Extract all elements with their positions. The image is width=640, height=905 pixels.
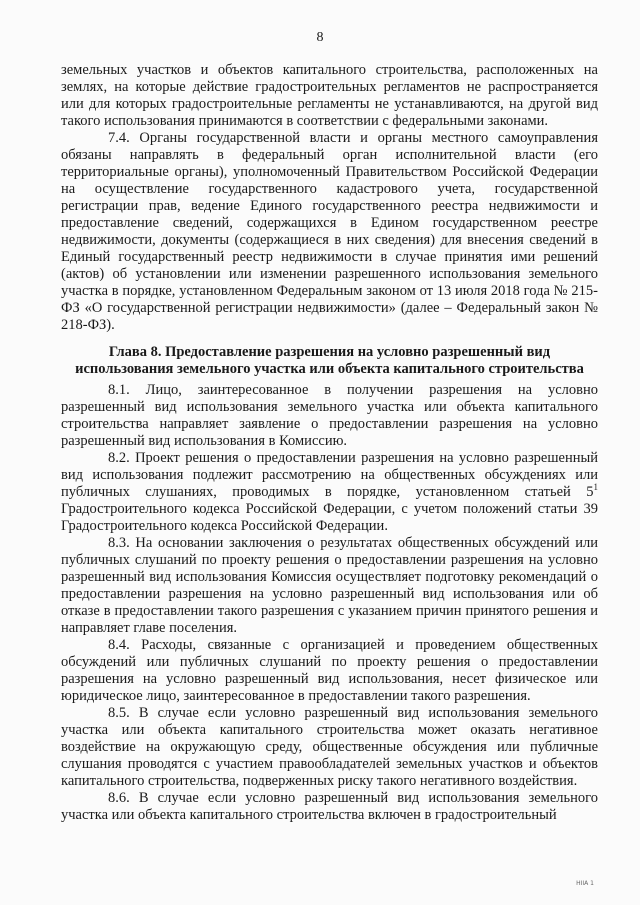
paragraph-8-6: 8.6. В случае если условно разрешенный вид использования земельного участка или объекта капитального строительства включен в градостроительный bbox=[61, 790, 598, 823]
paragraph-7-4: 7.4. Органы государственной власти и органы местного самоуправления обязаны направлять в федеральный орган исполнительной власти (его территориальные органы), уполномоченный Правительством Российской Федерации на осуществление государственного кадастрового учета, государственной регистрации прав, ведение Единого государственного реестра недвижимости и предоставление сведений, содержащихся в Едином государственном реестре недвижимости, документы (содержащиеся в них сведения) для внесения сведений в Единый государственный реестр недвижимости в случае принятия ими решений (актов) об установлении или изменении разрешенного использования земельного участка в порядке, установленном Федеральным законом от 13 июля 2018 года № 215-ФЗ «О государственной регистрации недвижимости» (далее – Федеральный закон № 218-ФЗ). bbox=[61, 130, 598, 333]
paragraph-8-2-text-cont: Градостроительного кодекса Российской Федерации, с учетом положений статьи 39 Градостроительного кодекса Российской Федерации. bbox=[61, 501, 598, 534]
chapter-8-heading: Глава 8. Предоставление разрешения на условно разрешенный вид использования земельного участка или объекта капитального строительства bbox=[75, 344, 584, 377]
page-number: 8 bbox=[316, 30, 324, 45]
document-body bbox=[61, 62, 598, 824]
paragraph-intro: земельных участков и объектов капитального строительства, расположенных на землях, на которые действие градостроительных регламентов не распространяется или для которых градостроительные регламенты не устанавливаются, на другой вид такого использования принимаются в соответствии с федеральными законами. bbox=[61, 62, 598, 129]
paragraph-8-4: 8.4. Расходы, связанные с организацией и проведением общественных обсуждений или публичных слушаний по проекту решения о предоставлении разрешения на условно разрешенный вид использования, несет физическое или юридическое лицо, заинтересованное в предоставлении такого разрешения. bbox=[61, 637, 598, 704]
footer-mark: HIIA 1 bbox=[576, 880, 594, 887]
paragraph-8-1: 8.1. Лицо, заинтересованное в получении разрешения на условно разрешенный вид использования земельного участка или объекта капитального строительства направляет заявление о предоставлении разрешения на условно разрешенный вид использования в Комиссию. bbox=[61, 382, 598, 449]
paragraph-8-5: 8.5. В случае если условно разрешенный вид использования земельного участка или объекта капитального строительства может оказать негативное воздействие на окружающую среду, общественные обсуждения или публичные слушания проводятся с участием правообладателей земельных участков и объектов капитального строительства, подверженных риску такого негативного воздействия. bbox=[61, 705, 598, 789]
paragraph-8-2 bbox=[61, 450, 598, 535]
paragraph-8-2-text: 8.2. Проект решения о предоставлении разрешения на условно разрешенный вид использования подлежит рассмотрению на общественных обсуждениях или публичных слушаниях, проводимых в порядке, установленном статьей 5 bbox=[61, 450, 598, 500]
article-superscript: 1 bbox=[593, 482, 598, 492]
paragraph-8-3: 8.3. На основании заключения о результатах общественных обсуждений или публичных слушаний по проекту решения о предоставлении разрешения на условно разрешенный вид использования Комиссия осуществляет подготовку рекомендаций о предоставлении разрешения на условно разрешенный вид использования или об отказе в предоставлении такого разрешения с указанием причин принятого решения и направляет главе поселения. bbox=[61, 535, 598, 636]
